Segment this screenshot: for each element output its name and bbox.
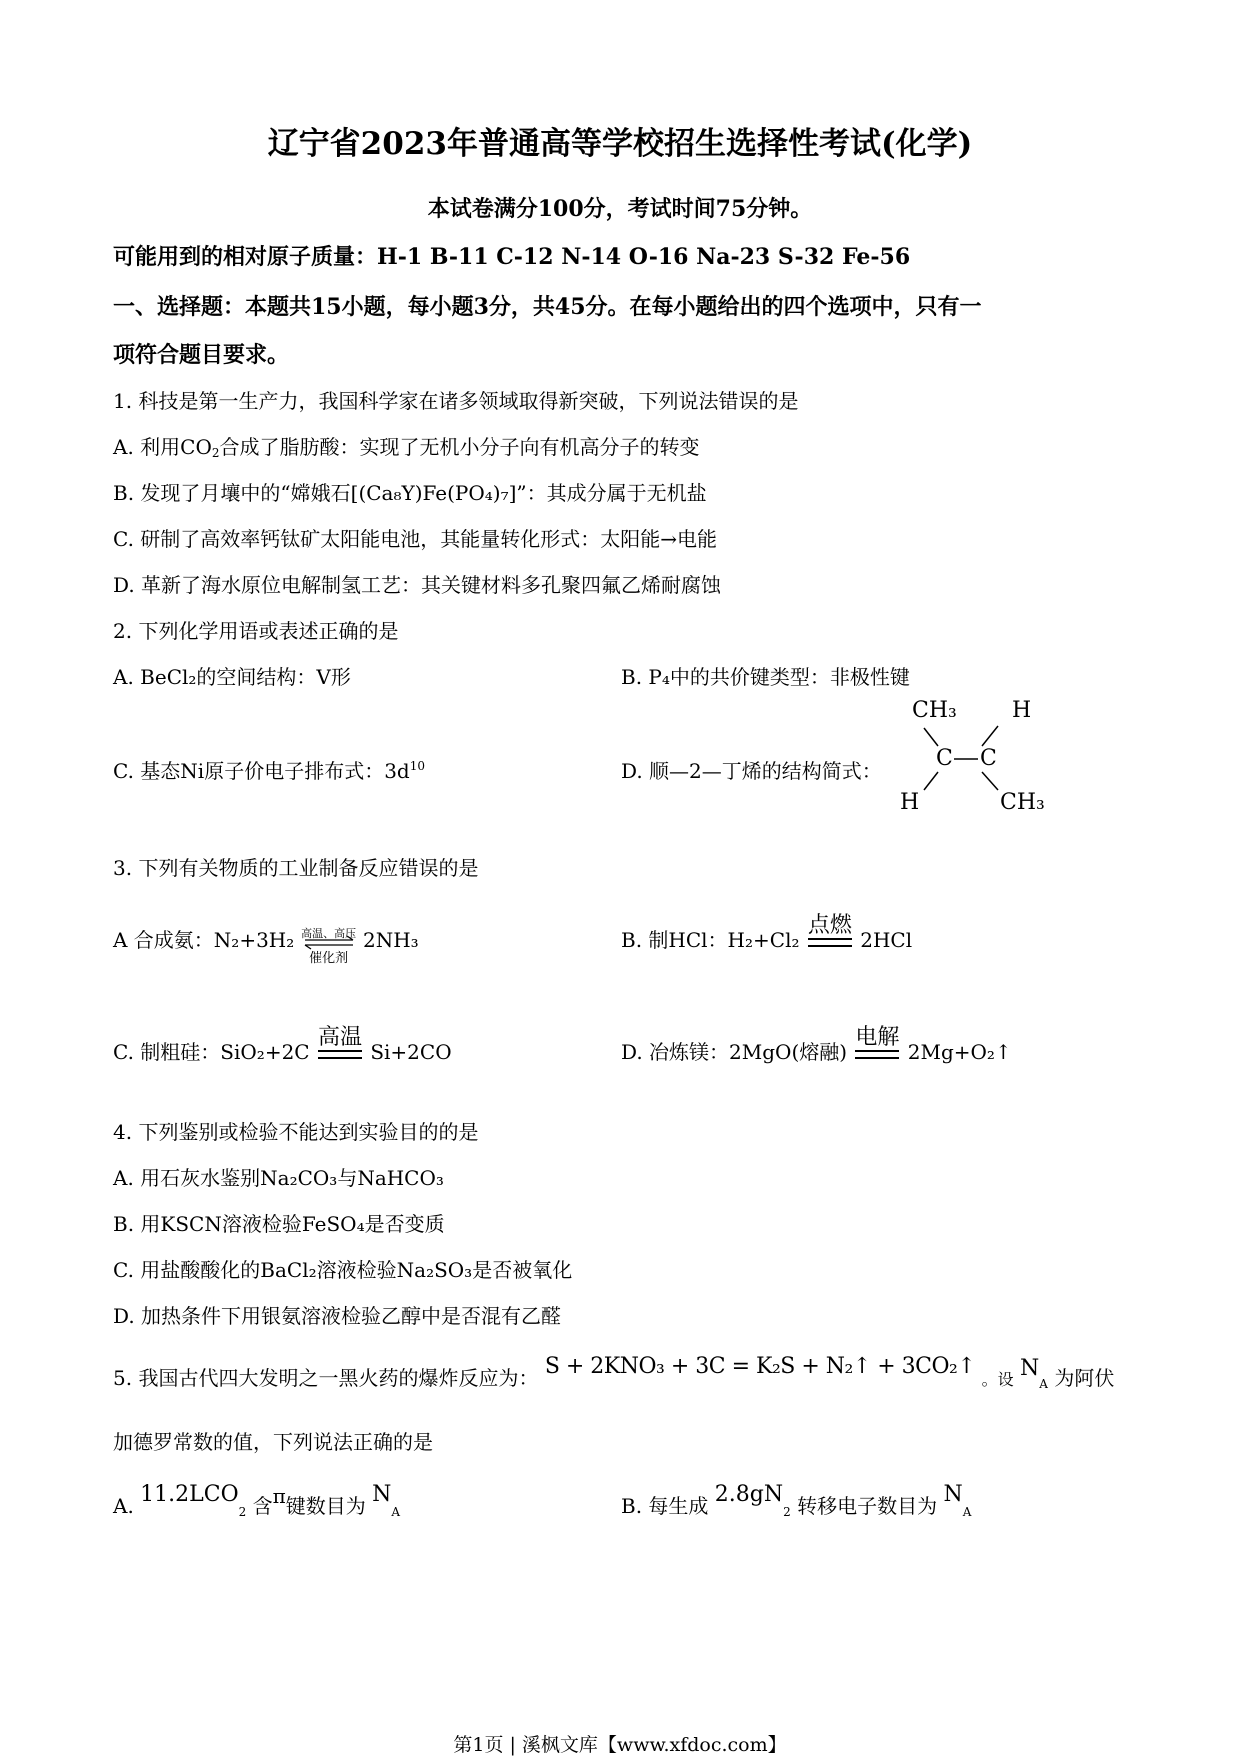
exam-info: 本试卷满分100分，考试时间75分钟。 xyxy=(427,196,813,222)
q1-stem: 1. 科技是第一生产力，我国科学家在诸多领域取得新突破，下列说法错误的是 xyxy=(113,389,799,413)
q5-option-a: A. $11.2LCO_2$ 含π键数目为 $N_A$ xyxy=(113,1482,401,1519)
q5-equation: S + 2KNO₃ + 3C = K₂S + N₂↑ + 3CO₂↑ xyxy=(544,1354,976,1379)
q4-option-c: C. 用盐酸酸化的BaCl₂溶液检验Na₂SO₃是否被氧化 xyxy=(113,1258,573,1282)
atomic-masses: 可能用到的相对原子质量：H-1 B-11 C-12 N-14 O-16 Na-23 S-32 Fe-56 xyxy=(113,244,911,270)
struct-ch3-top: CH₃ xyxy=(912,698,957,723)
reaction-equals-sign: 点燃 xyxy=(806,932,854,952)
page-title: 辽宁省2023年普通高等学校招生选择性考试(化学) xyxy=(267,126,973,162)
q3-stem: 3. 下列有关物质的工业制备反应错误的是 xyxy=(113,856,479,880)
section-heading-line-1: 一、选择题：本题共15小题，每小题3分，共45分。在每小题给出的四个选项中，只有一 xyxy=(113,294,982,320)
q4-option-a: A. 用石灰水鉴别Na₂CO₃与NaHCO₃ xyxy=(113,1166,444,1190)
q5-option-b: B. 每生成 $2.8gN_2$ 转移电子数目为 $N_A$ xyxy=(621,1482,972,1519)
reaction-equals-sign: 电解 xyxy=(853,1044,901,1064)
struct-h-top: H xyxy=(1012,698,1032,723)
struct-c1: C xyxy=(936,746,953,771)
reaction-equals-sign: 高温 xyxy=(316,1044,364,1064)
section-heading-line-2: 项符合题目要求。 xyxy=(113,342,290,368)
q4-stem: 4. 下列鉴别或检验不能达到实验目的的是 xyxy=(113,1120,479,1144)
struct-c2: C xyxy=(980,746,997,771)
q4-option-d: D. 加热条件下用银氨溶液检验乙醇中是否混有乙醛 xyxy=(113,1304,562,1328)
q4-option-b: B. 用KSCN溶液检验FeSO₄是否变质 xyxy=(113,1212,445,1236)
q1-option-c: C. 研制了高效率钙钛矿太阳能电池，其能量转化形式：太阳能→电能 xyxy=(113,527,718,551)
q1-option-a: A. 利用$CO_2$合成了脂肪酸：实现了无机小分子向有机高分子的转变 xyxy=(113,435,700,460)
q2-option-c: C. 基态Ni原子价电子排布式：$3d^{10}$ xyxy=(113,759,426,783)
q5-stem-line-2: 加德罗常数的值，下列说法正确的是 xyxy=(113,1430,433,1454)
q3-option-d: D. 冶炼镁：2MgO(熔融) 电解 2Mg+O₂↑ xyxy=(621,1024,1012,1064)
cis-2-butene-structure xyxy=(890,698,1070,818)
struct-ch3-bottom: CH₃ xyxy=(1000,790,1045,815)
q2-option-a: A. BeCl₂的空间结构：V形 xyxy=(113,665,351,689)
q2-stem: 2. 下列化学用语或表述正确的是 xyxy=(113,619,399,643)
struct-h-bottom: H xyxy=(900,790,920,815)
page-footer: 第1页 | 溪枫文库【www.xfdoc.com】 xyxy=(453,1734,787,1756)
q3-option-c: C. 制粗硅：SiO₂+2C 高温 Si+2CO xyxy=(113,1024,452,1064)
q1-option-b: B. 发现了月壤中的“嫦娥石[(Ca₈Y)Fe(PO₄)₇]”：其成分属于无机盐 xyxy=(113,481,707,505)
q3-option-a: A 合成氨：N₂+3H₂ 高温、高压 催化剂 2NH₃ xyxy=(113,926,419,966)
q2-option-b: B. P₄中的共价键类型：非极性键 xyxy=(621,665,910,689)
q1-option-d: D. 革新了海水原位电解制氢工艺：其关键材料多孔聚四氟乙烯耐腐蚀 xyxy=(113,573,722,597)
reversible-arrow: 高温、高压 催化剂 xyxy=(301,926,357,966)
q3-option-b: B. 制HCl：H₂+Cl₂ 点燃 2HCl xyxy=(621,912,913,952)
q5-stem: 5. 我国古代四大发明之一黑火药的爆炸反应为： S + 2KNO₃ + 3C = K₂S + N₂↑ + 3CO₂↑ 。设 $N_A$ 为阿伏 xyxy=(113,1354,1115,1391)
q2-option-d: D. 顺—2—丁烯的结构简式： xyxy=(621,759,882,783)
